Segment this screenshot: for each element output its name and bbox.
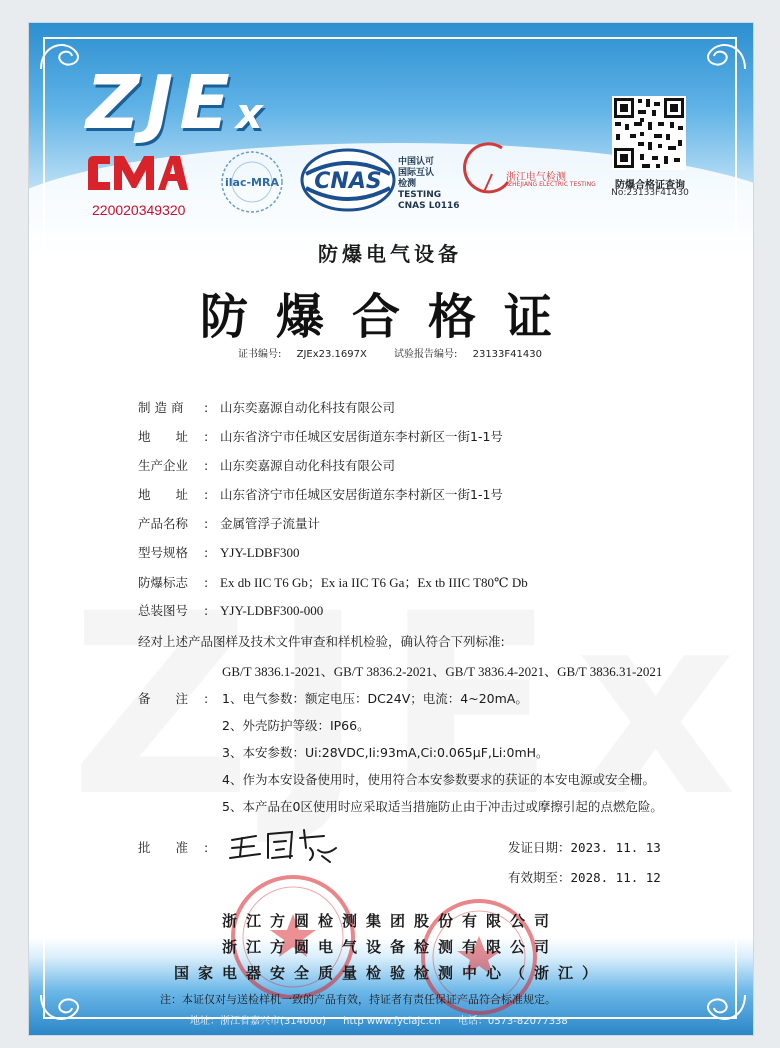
notes-label: 备 注 — [138, 691, 189, 706]
cert-no: ZJEx23.1697X — [296, 349, 367, 360]
field-label: 产品名称 — [138, 516, 189, 531]
field-label: 总装图号 — [138, 603, 189, 618]
footer-note: 注：本证仅对与送检样机一致的产品有效，持证者有责任保证产品符合标准规定。 — [160, 993, 556, 1006]
field-label: 型号规格 — [138, 545, 189, 560]
issue-date-label: 发证日期： — [508, 840, 571, 855]
note-item: 5、本产品在0区使用时应采取适当措施防止由于冲击过或摩擦引起的点燃危险。 — [222, 799, 663, 814]
zj-testing-en: ZHEJIANG ELECTRIC TESTING — [508, 181, 596, 188]
field-label: 制 造 商 — [138, 400, 184, 415]
organization-2: 浙江方圆电气设备检测有限公司 — [221, 938, 558, 956]
field-value: 山东奕嘉源自动化科技有限公司 — [220, 458, 396, 473]
qr-code-icon[interactable] — [612, 96, 686, 170]
cnas-text-line: 中国认可 — [398, 157, 435, 167]
field-label: 地 址 — [138, 487, 189, 502]
valid-date: 2028. 11. 12 — [570, 870, 661, 885]
field-label: 生产企业 — [138, 458, 189, 473]
cert-no-label: 证书编号: — [238, 349, 282, 360]
zj-testing-cn: 浙江电气检测 — [506, 172, 566, 183]
certificate-subtitle: 防爆电气设备 — [318, 242, 462, 266]
footer-website[interactable]: http www.fyclajc.cn — [343, 1016, 441, 1027]
ilac-label: ilac-MRA — [225, 176, 279, 189]
field-label: 防爆标志 — [138, 575, 189, 590]
note-item: 3、本安参数：Ui:28VDC,Ii:93mA,Ci:0.065μF,Li:0mH。 — [222, 745, 549, 760]
field-address: 地 址 : 山东省济宁市任城区安居街道东李村新区一街1-1号 — [138, 429, 503, 444]
field-drawing-no: 总装图号 : YJY-LDBF300-000 — [138, 603, 324, 618]
field-value: 山东奕嘉源自动化科技有限公司 — [220, 400, 396, 415]
notes-label-row: 备 注 : — [138, 691, 209, 706]
field-value: YJY-LDBF300 — [220, 545, 300, 560]
certificate-title: 防爆合格证 — [199, 289, 580, 345]
footer-phone: 电话：0573-82077338 — [457, 1016, 568, 1027]
field-label: 地 址 — [138, 429, 189, 444]
field-manufacturer: 制 造 商 : 山东奕嘉源自动化科技有限公司 — [138, 400, 396, 415]
organization-1: 浙江方圆检测集团股份有限公司 — [221, 912, 558, 930]
corner-ornament-icon — [690, 990, 750, 1030]
cma-mark-icon — [80, 150, 190, 200]
issue-date-row — [508, 838, 661, 856]
organization-3: 国家电器安全质量检验检测中心（浙江） — [173, 964, 606, 982]
cnas-text-block — [398, 157, 460, 212]
qr-number: No:23133F41430 — [611, 188, 689, 198]
note-item: 2、外壳防护等级：IP66。 — [222, 718, 370, 733]
approval-label-row: 批 准 : — [138, 840, 209, 855]
field-value: 山东省济宁市任城区安居街道东李村新区一街1-1号 — [220, 487, 503, 502]
cma-label: CMA — [133, 180, 137, 181]
report-no: 23133F41430 — [472, 349, 542, 360]
logo-text-x: x — [235, 89, 269, 138]
field-product-name: 产品名称 : 金属管浮子流量计 — [138, 516, 321, 531]
note-item: 4、作为本安设备使用时，使用符合本安参数要求的获证的本安电源或安全栅。 — [222, 772, 655, 787]
valid-date-label: 有效期至： — [508, 870, 571, 885]
cma-number: 220020349320 — [92, 202, 186, 218]
corner-ornament-icon — [36, 990, 96, 1030]
standards-list: GB/T 3836.1-2021、GB/T 3836.2-2021、GB/T 3836.4-2021、GB/T 3836.31-2021 — [222, 664, 663, 679]
corner-ornament-icon — [690, 34, 750, 74]
field-model: 型号规格 : YJY-LDBF300 — [138, 545, 300, 560]
zjex-logo — [86, 60, 269, 146]
approval-label: 批 准 — [138, 840, 189, 855]
field-producer-address: 地 址 : 山东省济宁市任城区安居街道东李村新区一街1-1号 — [138, 487, 503, 502]
report-no-label: 试验报告编号: — [394, 349, 458, 360]
note-item: 1、电气参数：额定电压：DC24V；电流：4~20mA。 — [222, 691, 528, 706]
signature-icon — [226, 822, 346, 866]
field-value: YJY-LDBF300-000 — [220, 603, 324, 618]
certificate-numbers — [0, 345, 780, 360]
footer-address-line — [190, 1012, 582, 1027]
field-value: 金属管浮子流量计 — [220, 516, 321, 531]
field-value: Ex db IIC T6 Gb；Ex ia IIC T6 Ga；Ex tb IIIC T80℃ Db — [220, 575, 528, 590]
footer-address: 地址：浙江省嘉兴市(314000) — [190, 1016, 326, 1027]
cnas-text-line: 检测 — [398, 179, 417, 189]
field-ex-marking: 防爆标志 : Ex db IIC T6 Gb；Ex ia IIC T6 Ga；Ex tb IIIC T80℃ Db — [138, 575, 528, 590]
cnas-label: CNAS — [314, 169, 382, 194]
cnas-text-line: 国际互认 — [398, 168, 435, 178]
valid-date-row — [508, 868, 661, 886]
cnas-text-line: TESTING — [398, 190, 442, 200]
compliance-statement: 经对上述产品图样及技术文件审查和样机检验，确认符合下列标准: — [138, 634, 505, 649]
cnas-text-line: CNAS L0116 — [398, 201, 460, 211]
field-producer: 生产企业 : 山东奕嘉源自动化科技有限公司 — [138, 458, 396, 473]
issue-date: 2023. 11. 13 — [570, 840, 661, 855]
cnas-mark-icon — [300, 148, 398, 214]
logo-text: ZJE — [86, 60, 236, 146]
qr-label: 防爆合格证查询 — [615, 180, 685, 191]
ilac-mra-icon — [212, 148, 292, 218]
zj-electric-testing-mark-icon — [462, 140, 512, 200]
field-value: 山东省济宁市任城区安居街道东李村新区一街1-1号 — [220, 429, 503, 444]
